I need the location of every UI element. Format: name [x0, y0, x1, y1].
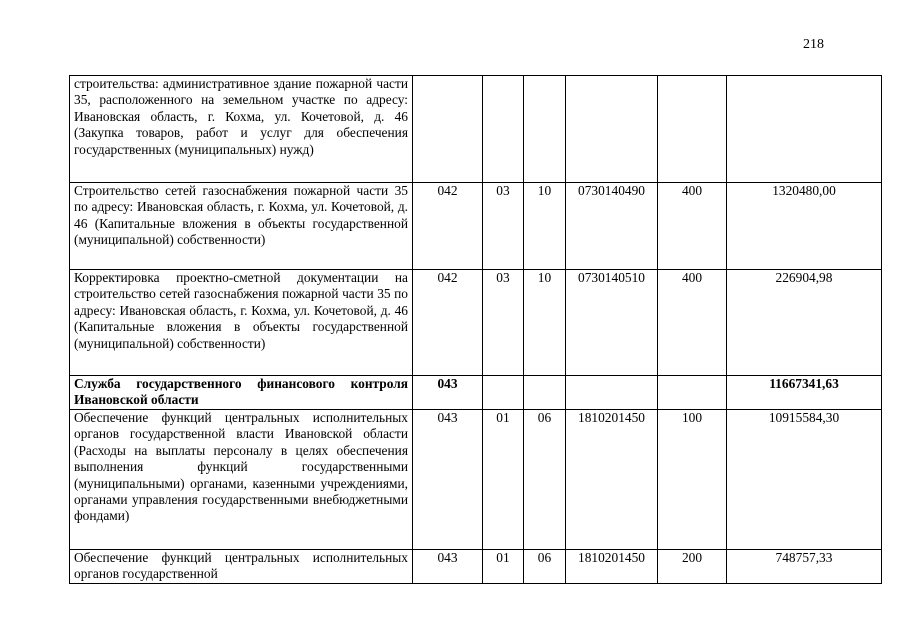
amount: 1320480,00	[727, 183, 882, 270]
expense-type-code: 400	[658, 183, 727, 270]
ministry-code: 043	[413, 550, 483, 584]
row-description: строительства: административное здание пожарной части 35, расположенного на земельном участке по адресу: Ивановская область, г. Кохма, ул. Кочетовой, д. 46 (Закупка товаров, работ и услуг для обеспечения государственных (муниципальных) нужд)	[70, 76, 413, 183]
table-row	[70, 270, 882, 376]
section-code	[483, 376, 524, 410]
subsection-code: 10	[524, 270, 566, 376]
ministry-code	[413, 76, 483, 183]
row-description: Корректировка проектно-сметной документации на строительство сетей газоснабжения пожарной части 35 по адресу: Ивановская область, г. Кохма, ул. Кочетовой, д. 46 (Капитальные вложения в объекты государственной (муниципальной) собственности)	[70, 270, 413, 376]
target-article-code: 0730140510	[566, 270, 658, 376]
table-row	[70, 76, 882, 183]
expense-type-code	[658, 76, 727, 183]
table-row	[70, 376, 882, 410]
subsection-code	[524, 76, 566, 183]
target-article-code: 0730140490	[566, 183, 658, 270]
ministry-code: 042	[413, 270, 483, 376]
amount: 748757,33	[727, 550, 882, 584]
ministry-code: 043	[413, 410, 483, 550]
subsection-code: 10	[524, 183, 566, 270]
subsection-code: 06	[524, 550, 566, 584]
row-description: Строительство сетей газоснабжения пожарной части 35 по адресу: Ивановская область, г. Кохма, ул. Кочетовой, д. 46 (Капитальные вложения в объекты государственной (муниципальной) собственности)	[70, 183, 413, 270]
subsection-code: 06	[524, 410, 566, 550]
table-row	[70, 550, 882, 584]
target-article-code	[566, 76, 658, 183]
expense-type-code	[658, 376, 727, 410]
row-description: Обеспечение функций центральных исполнительных органов государственной	[70, 550, 413, 584]
amount: 11667341,63	[727, 376, 882, 410]
ministry-code: 042	[413, 183, 483, 270]
table-row	[70, 410, 882, 550]
ministry-code: 043	[413, 376, 483, 410]
target-article-code: 1810201450	[566, 410, 658, 550]
target-article-code: 1810201450	[566, 550, 658, 584]
row-description: Служба государственного финансового контроля Ивановской области	[70, 376, 413, 410]
budget-table	[69, 75, 882, 584]
section-code: 03	[483, 270, 524, 376]
row-description: Обеспечение функций центральных исполнительных органов государственной власти Ивановской области (Расходы на выплаты персоналу в целях обеспечения выполнения функций государственными (муниципальными) органами, казенными учреждениями, органами управления государственными внебюджетными фондами)	[70, 410, 413, 550]
subsection-code	[524, 376, 566, 410]
amount: 226904,98	[727, 270, 882, 376]
amount: 10915584,30	[727, 410, 882, 550]
table-row	[70, 183, 882, 270]
amount	[727, 76, 882, 183]
section-code: 01	[483, 550, 524, 584]
target-article-code	[566, 376, 658, 410]
expense-type-code: 100	[658, 410, 727, 550]
section-code: 03	[483, 183, 524, 270]
expense-type-code: 400	[658, 270, 727, 376]
page-number: 218	[803, 37, 824, 52]
expense-type-code: 200	[658, 550, 727, 584]
section-code	[483, 76, 524, 183]
section-code: 01	[483, 410, 524, 550]
